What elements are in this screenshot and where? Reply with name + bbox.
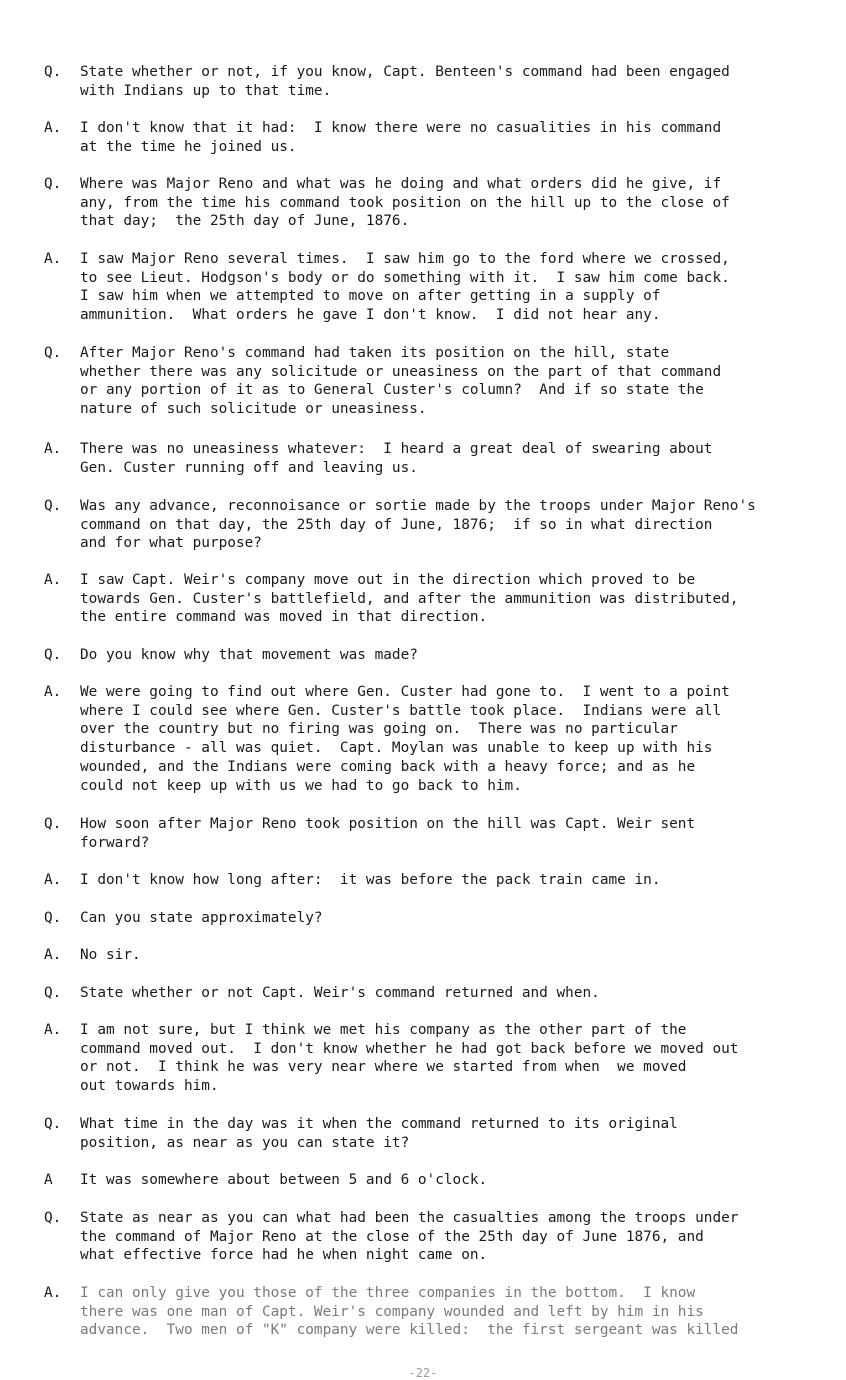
question-marker: Q.	[44, 176, 62, 192]
question-marker: Q.	[44, 647, 62, 663]
text-line: I don't know how long after: it was before the pack train came in.	[80, 872, 661, 888]
answer-marker: A.	[44, 1022, 62, 1038]
text-line: nature of such solicitude or uneasiness.	[80, 401, 427, 418]
text-line: the command of Major Reno at the close of the 25th day of June 1876, and	[80, 1228, 704, 1245]
answer-block	[44, 871, 824, 890]
question-block	[44, 1115, 824, 1152]
question-block	[44, 63, 824, 100]
text-line: could not keep up with us we had to go back to him.	[80, 777, 522, 794]
answer-marker: A.	[44, 684, 62, 700]
text-line: with Indians up to that time.	[80, 82, 332, 99]
text-line: I don't know that it had: I know there were no casualities in his command	[80, 120, 722, 136]
answer-marker: A.	[44, 441, 62, 457]
text-line: How soon after Major Reno took position on the hill was Capt. Weir sent	[80, 816, 696, 832]
question-block	[44, 646, 824, 665]
text-line: Do you know why that movement was made?	[80, 647, 418, 663]
answer-marker: A.	[44, 947, 62, 963]
answer-block	[44, 119, 824, 156]
question-marker: Q.	[44, 498, 62, 514]
text-line: towards Gen. Custer's battlefield, and after the ammunition was distributed,	[80, 590, 739, 607]
text-line: or any portion of it as to General Custer's column? And if so state the	[80, 382, 704, 399]
text-line: State as near as you can what had been the casualties among the troops under	[80, 1210, 739, 1226]
question-block	[44, 344, 824, 419]
text-line: or not. I think he was very near where we started from when we moved	[80, 1059, 687, 1076]
text-line: ammunition. What orders he gave I don't know. I did not hear any.	[80, 307, 661, 324]
question-marker: Q.	[44, 64, 62, 80]
text-line: What time in the day was it when the command returned to its original	[80, 1116, 678, 1132]
question-block	[44, 497, 824, 553]
answer-block	[44, 250, 824, 325]
answer-block	[44, 683, 824, 795]
text-line: I am not sure, but I think we met his company as the other part of the	[80, 1022, 687, 1038]
text-line: where I could see where Gen. Custer's battle took place. Indians were all	[80, 702, 722, 719]
answer-block	[44, 946, 824, 965]
answer-block	[44, 1284, 824, 1340]
text-line: No sir.	[80, 947, 141, 963]
answer-block	[44, 440, 824, 477]
question-marker: Q.	[44, 910, 62, 926]
text-line: I can only give you those of the three companies in the bottom. I know	[80, 1285, 696, 1301]
text-line: Can you state approximately?	[80, 910, 323, 926]
text-line: the entire command was moved in that direction.	[80, 609, 488, 626]
text-line: I saw Major Reno several times. I saw him go to the ford where we crossed,	[80, 251, 730, 267]
answer-marker: A.	[44, 1285, 62, 1301]
text-line: I saw Capt. Weir's company move out in the direction which proved to be	[80, 572, 696, 588]
text-line: After Major Reno's command had taken its position on the hill, state	[80, 345, 670, 361]
answer-marker: A.	[44, 572, 62, 588]
text-line: and for what purpose?	[80, 535, 262, 552]
text-line: There was no uneasiness whatever: I heard a great deal of swearing about	[80, 441, 713, 457]
text-line: We were going to find out where Gen. Custer had gone to. I went to a point	[80, 684, 730, 700]
text-line: out towards him.	[80, 1078, 219, 1095]
text-line: I saw him when we attempted to move on after getting in a supply of	[80, 288, 661, 305]
text-line: forward?	[80, 834, 150, 851]
question-marker: Q.	[44, 1210, 62, 1226]
page-number: -22-	[408, 1366, 438, 1380]
text-line: over the country but no firing was going on. There was no particular	[80, 721, 678, 738]
answer-marker: A.	[44, 872, 62, 888]
question-marker: Q.	[44, 985, 62, 1001]
text-line: command on that day, the 25th day of June, 1876; if so in what direction	[80, 516, 713, 533]
question-marker: Q.	[44, 1116, 62, 1132]
text-line: wounded, and the Indians were coming back with a heavy force; and as he	[80, 758, 696, 775]
text-line: position, as near as you can state it?	[80, 1134, 410, 1151]
question-block	[44, 175, 824, 231]
answer-block	[44, 1021, 824, 1096]
text-line: State whether or not, if you know, Capt. Benteen's command had been engaged	[80, 64, 730, 80]
text-line: what effective force had he when night came on.	[80, 1247, 488, 1264]
text-line: disturbance - all was quiet. Capt. Moylan was unable to keep up with his	[80, 740, 713, 757]
question-block	[44, 1209, 824, 1265]
text-line: Gen. Custer running off and leaving us.	[80, 459, 418, 476]
text-line: State whether or not Capt. Weir's command returned and when.	[80, 985, 600, 1001]
answer-block	[44, 1171, 824, 1190]
text-line: It was somewhere about between 5 and 6 o'clock.	[80, 1172, 488, 1188]
question-block	[44, 909, 824, 928]
text-line: Where was Major Reno and what was he doing and what orders did he give, if	[80, 176, 722, 192]
answer-marker: A.	[44, 251, 62, 267]
text-line: Was any advance, reconnoisance or sortie made by the troops under Major Reno's	[80, 498, 756, 514]
text-line: that day; the 25th day of June, 1876.	[80, 213, 410, 230]
answer-block	[44, 571, 824, 627]
question-block	[44, 815, 824, 852]
text-line: command moved out. I don't know whether he had got back before we moved out	[80, 1040, 739, 1057]
text-line: any, from the time his command took position on the hill up to the close of	[80, 194, 730, 211]
question-block	[44, 984, 824, 1003]
text-line: advance. Two men of "K" company were killed: the first sergeant was killed	[80, 1322, 739, 1339]
text-line: to see Lieut. Hodgson's body or do something with it. I saw him come back.	[80, 269, 730, 286]
question-marker: Q.	[44, 816, 62, 832]
text-line: whether there was any solicitude or uneasiness on the part of that command	[80, 363, 722, 380]
answer-marker: A.	[44, 120, 62, 136]
answer-marker: A	[44, 1172, 53, 1188]
text-line: at the time he joined us.	[80, 138, 297, 155]
question-marker: Q.	[44, 345, 62, 361]
text-line: there was one man of Capt. Weir's company wounded and left by him in his	[80, 1303, 704, 1320]
